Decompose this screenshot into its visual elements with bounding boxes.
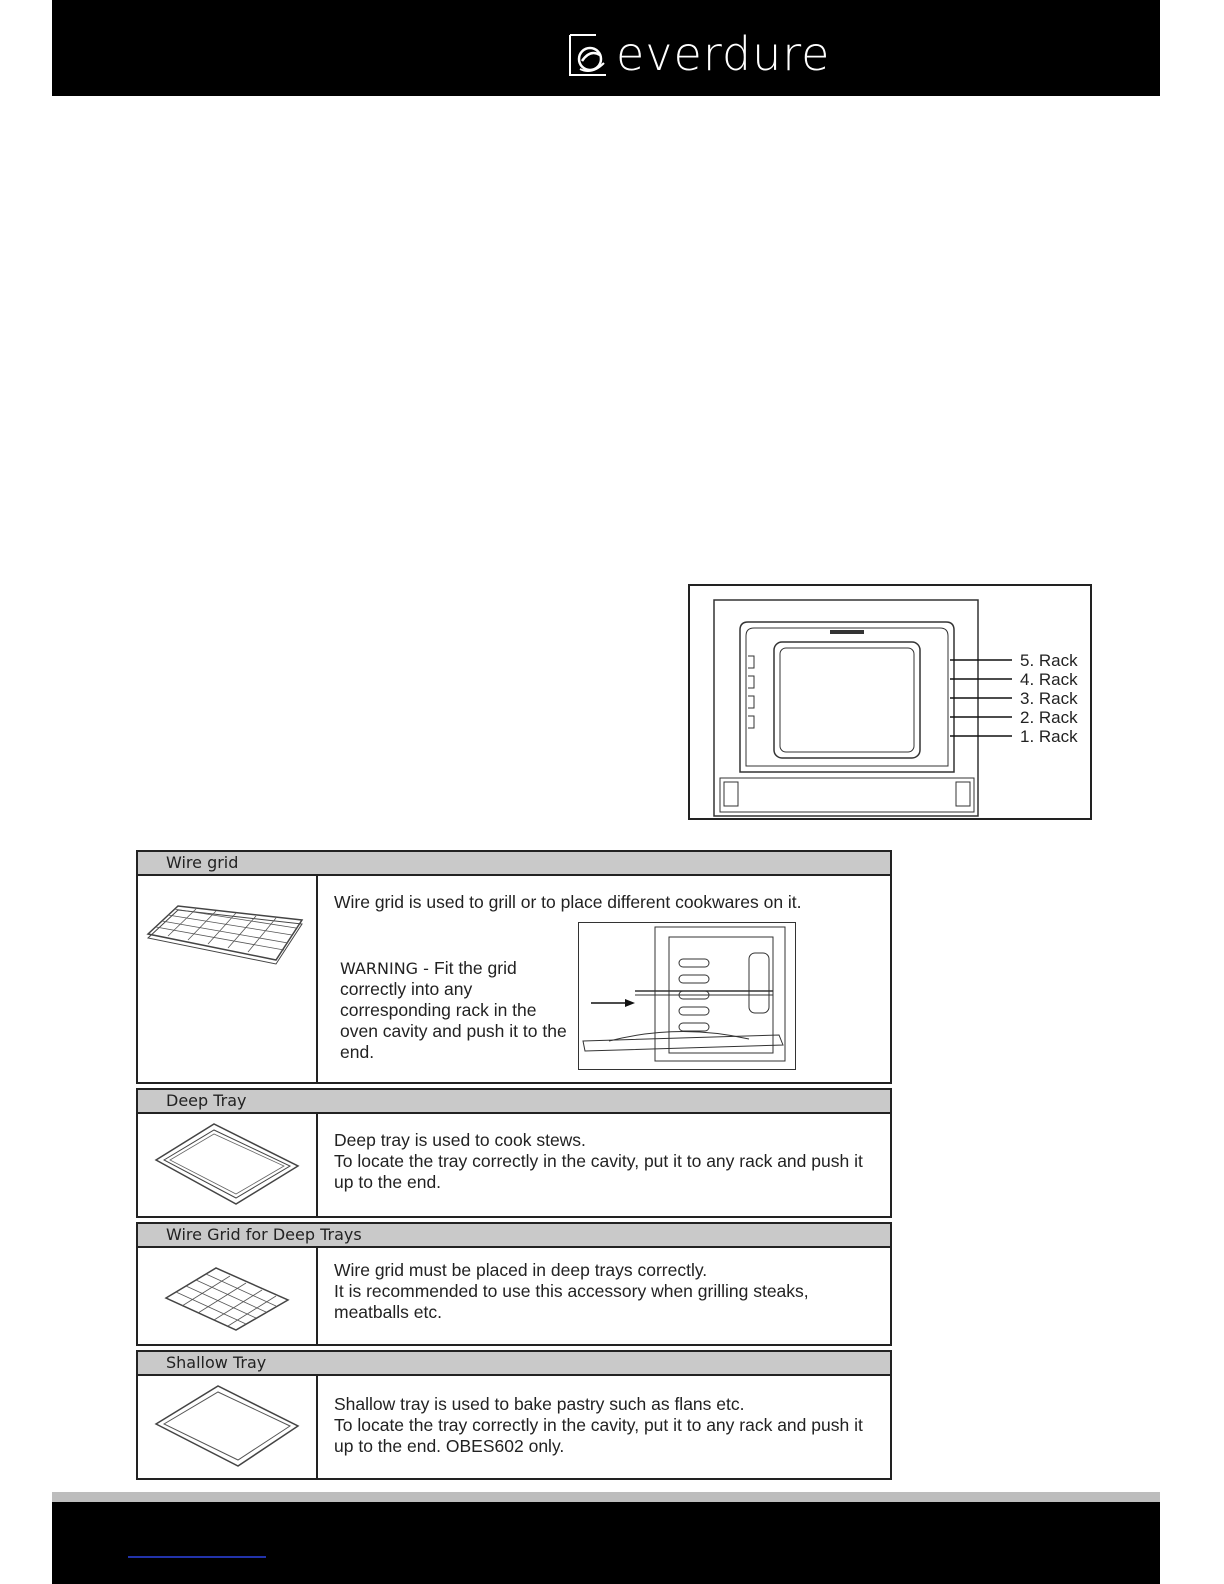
wire-grid-description: Wire grid is used to grill or to place different cookwares on it. [334, 892, 802, 912]
accessory-title: Deep Tray [138, 1090, 890, 1114]
rack-label-5: 5. Rack [1020, 651, 1078, 670]
footer-bar [52, 1502, 1160, 1584]
shallow-tray-line-1: Shallow tray is used to bake pastry such as flans etc. [334, 1394, 745, 1414]
deep-tray-grid-image [138, 1248, 318, 1344]
oven-cavity-illustration [578, 922, 796, 1070]
deep-tray-image [138, 1114, 318, 1216]
deep-tray-grid-description [334, 1260, 870, 1323]
brand-logo [566, 27, 831, 81]
shallow-tray-image [138, 1376, 318, 1478]
deep-tray-line-1: Deep tray is used to cook stews. [334, 1130, 586, 1150]
warning-label: WARNING - [340, 959, 435, 978]
brand-name: everdure [616, 27, 831, 81]
accessory-title: Shallow Tray [138, 1352, 890, 1376]
deep-tray-grid-icon [138, 1248, 316, 1344]
wire-grid-warning [340, 958, 570, 1063]
rack-label-4: 4. Rack [1020, 670, 1078, 689]
deep-tray-grid-line-2: It is recommended to use this accessory when grilling steaks, meatballs etc. [334, 1281, 809, 1322]
accessory-deep-tray [136, 1088, 892, 1218]
deep-tray-line-2: To locate the tray correctly in the cavity, put it to any rack and push it up to the end. [334, 1151, 863, 1192]
rack-position-diagram [688, 584, 1092, 820]
accessory-shallow-tray [136, 1350, 892, 1480]
rack-label-3: 3. Rack [1020, 689, 1078, 708]
footer-rule [52, 1492, 1160, 1502]
footer-link-underline[interactable] [128, 1556, 266, 1558]
rack-label-1: 1. Rack [1020, 727, 1078, 746]
accessory-title: Wire Grid for Deep Trays [138, 1224, 890, 1248]
shallow-tray-icon [138, 1376, 316, 1478]
wire-grid-icon [138, 876, 316, 1082]
accessory-wire-grid [136, 850, 892, 1084]
rack-label-2: 2. Rack [1020, 708, 1078, 727]
shallow-tray-description [334, 1394, 870, 1457]
accessory-wire-grid-deep-trays [136, 1222, 892, 1346]
everdure-logo-icon [566, 31, 610, 77]
warning-text: Fit the grid correctly into any corresponding rack in the oven cavity and push it to the end. [340, 958, 567, 1062]
deep-tray-icon [138, 1114, 316, 1216]
deep-tray-grid-line-1: Wire grid must be placed in deep trays correctly. [334, 1260, 708, 1280]
shallow-tray-line-2: To locate the tray correctly in the cavity, put it to any rack and push it up to the end. OBES602 only. [334, 1415, 863, 1456]
deep-tray-description [334, 1130, 870, 1193]
accessory-title: Wire grid [138, 852, 890, 876]
wire-grid-image [138, 876, 318, 1082]
header-bar [52, 0, 1160, 96]
